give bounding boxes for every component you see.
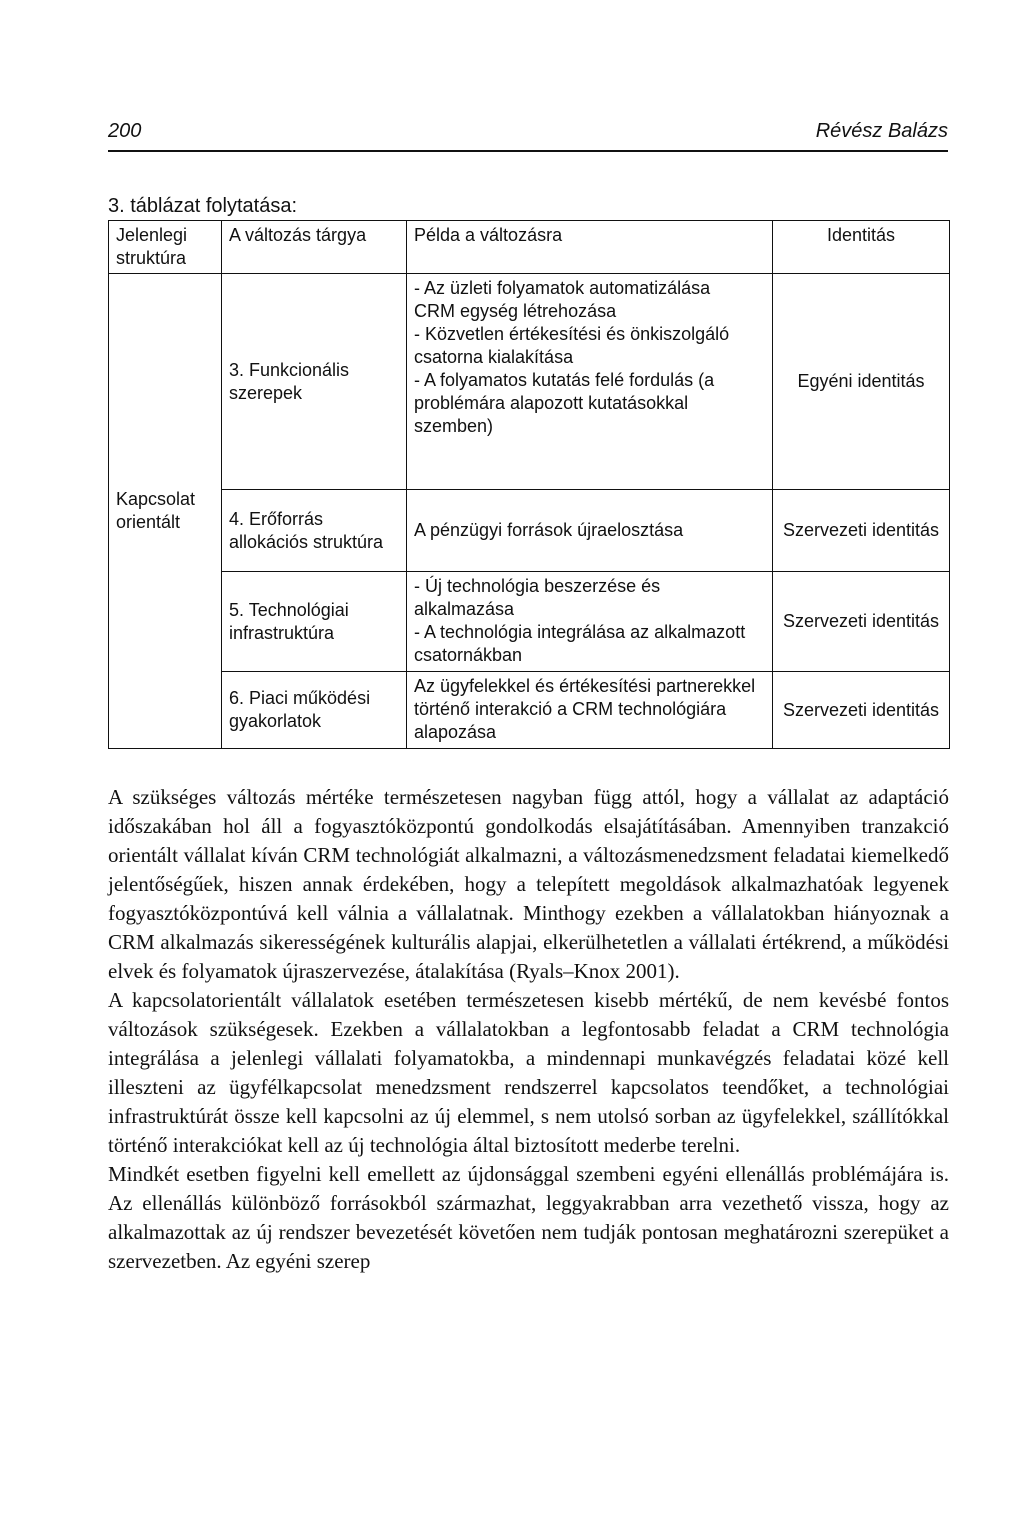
example-line: - Közvetlen értékesítési és önkiszolgáló csatorna kialakítása	[414, 324, 730, 367]
running-author: Révész Balázs	[815, 120, 948, 142]
table-row	[109, 672, 950, 749]
paragraph: A kapcsolatorientált vállalatok esetében természetesen kisebb mértékű, de nem kevésbé fontos változások szükségesek. Ezekben a vállalatokban a legfontosabb feladat a CRM technológia integrálása a jelenlegi vállalati folyamatokba, a mindennapi munkavégzés feladatai közé kell illeszteni az ügyfélkapcsolat menedzsment rendszerrel kapcsolatos teendőket, a technológiai infrastruktúrát össze kell kapcsolni az új elemmel, s nem utolsó sorban az ügyfelekkel, szállítókkal történő interakciókat kell az új technológia által biztosított mederbe terelni.	[108, 988, 949, 1157]
column-header: A változás tárgya	[222, 221, 407, 274]
column-header: Jelenlegi struktúra	[109, 221, 222, 274]
example-line: - A technológia integrálása az alkalmazott csatornákban	[414, 622, 746, 665]
column-header: Példa a változásra	[407, 221, 773, 274]
table-row	[109, 490, 950, 572]
example-line: - Az üzleti folyamatok automatizálása	[414, 278, 711, 298]
subject-cell: 3. Funkcionális szerepek	[222, 274, 407, 490]
example-line: A pénzügyi források újraelosztása	[414, 520, 684, 540]
change-table	[108, 220, 950, 749]
table-row	[109, 572, 950, 672]
identity-cell: Szervezeti identitás	[773, 672, 950, 749]
group-label-cell	[109, 274, 222, 749]
column-header: Identitás	[773, 221, 950, 274]
table-caption: 3. táblázat folytatása:	[108, 195, 298, 217]
group-label: Kapcsolat orientált	[116, 489, 196, 532]
example-cell	[407, 274, 773, 490]
header-rule	[108, 150, 948, 152]
example-line: CRM egység létrehozása	[414, 301, 617, 321]
paragraph: Mindkét esetben figyelni kell emellett az újdonsággal szembeni egyéni ellenállás problémájára is. Az ellenállás különböző forrásokból származhat, leggyakrabban arra vezethető vissza, hogy az alkalmazottak az új rendszer bevezetését követően nem tudják pontosan meghatározni szerepüket a szervezetben. Az egyéni szerep	[108, 1162, 949, 1273]
example-line: Az ügyfelekkel és értékesítési partnerekkel történő interakció a CRM technológiára alapozása	[414, 676, 756, 742]
example-cell	[407, 672, 773, 749]
example-cell	[407, 572, 773, 672]
table-row	[109, 274, 950, 490]
subject-cell: 5. Technológiai infrastruktúra	[222, 572, 407, 672]
identity-cell: Szervezeti identitás	[773, 490, 950, 572]
identity-cell: Szervezeti identitás	[773, 572, 950, 672]
page-number: 200	[108, 120, 142, 142]
example-line: - A folyamatos kutatás felé fordulás (a problémára alapozott kutatásokkal szemben)	[414, 370, 715, 436]
subject-cell: 4. Erőforrás allokációs struktúra	[222, 490, 407, 572]
table-header-row	[109, 221, 950, 274]
paragraph: A szükséges változás mértéke természetesen nagyban függ attól, hogy a vállalat az adaptáció időszakában hol áll a fogyasztóközpontú gondolkodás elsajátításában. Amennyiben tranzakció orientált vállalat kíván CRM technológiát alkalmazni, a változásmenedzsment feladatai kiemelkedő jelentőségűek, hiszen annak érdekében, hogy a telepített megoldások alkalmazhatóak legyenek fogyasztóközpontúvá kell válnia a vállalatnak. Minthogy ezekben a vállalatokban hiányoznak a CRM alkalmazás sikerességének kulturális alapjai, elkerülhetetlen a vállalati értékrend, a működési elvek és folyamatok újraszervezése, átalakítása (Ryals–Knox 2001).	[108, 785, 949, 983]
subject-cell: 6. Piaci működési gyakorlatok	[222, 672, 407, 749]
identity-cell: Egyéni identitás	[773, 274, 950, 490]
body-text	[108, 783, 949, 1276]
example-cell	[407, 490, 773, 572]
example-line: - Új technológia beszerzése és alkalmazása	[414, 576, 661, 619]
